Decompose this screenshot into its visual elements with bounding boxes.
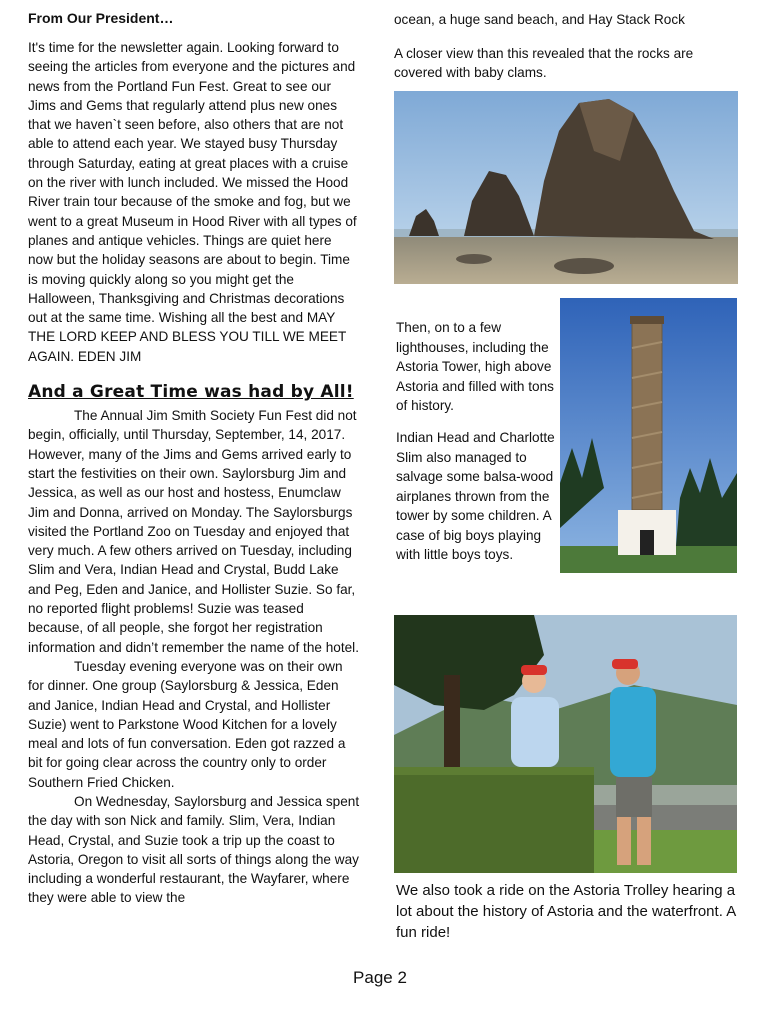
left-column (28, 10, 360, 908)
president-message: It's time for the newsletter again. Looking forward to seeing the articles from everyone and the pictures and news from the Portland Fun Fest. Great to see our Jims and Gems that regularly attend plus new ones that we haven`t seen before, also others that are not able to attend each year. We stayed busy Thursday through Saturday, eating at great places with a cruise on the river with lunch included. We missed the Hood River train tour because of the smoke and fog, but we went to a great Museum in Hood River with all types of planes and antique vehicles. Things are quiet here now but the holiday seasons are about to begin. Time is moving quickly along so you might get the Halloween, Thanksgiving and Christmas decorations out at the same time. Wishing all the best and MAY THE LORD KEEP AND BLESS YOU TILL WE MEET AGAIN. EDEN JIM (28, 40, 357, 364)
haystack-rock-photo (394, 91, 738, 284)
article-paragraph-2: Tuesday evening everyone was on their own for dinner. One group (Saylorsburg & Jessica, Eden and Janice, Indian Head and Crystal, and Hollister Suzie) went to Parkstone Wood Kitchen for a lovely meal and lots of fun conversation. Eden got razzed a bit for going clear across the country only to order Southern Fried Chicken. (28, 658, 346, 790)
continued-text: ocean, a huge sand beach, and Hay Stack Rock (394, 12, 685, 27)
clams-text: A closer view than this revealed that the rocks are covered with baby clams. (394, 45, 694, 80)
article-paragraph-3: On Wednesday, Saylorsburg and Jessica spent the day with son Nick and family. Slim, Vera, Indian Head, Crystal, and Suzie took a trip up the coast to Astoria, Oregon to visit all sorts of things along the way including a wonderful restaurant, the Wayfarer, where they were able to view the (28, 793, 360, 906)
article-paragraph-1: The Annual Jim Smith Society Fun Fest did not begin, officially, until Thursday, September, 14, 2017. However, many of the Jims and Gems arrived early to start the festivities on their own. Saylorsburg Jim and Jessica, as well as our host and hostess, Enumclaw Jim and Donna, arrived on Monday. The Saylorsburgs visited the Portland Zoo on Tuesday and enjoyed that very much. A few others arrived on Tuesday, including Slim and Vera, Indian Head and Crystal, Budd Lake and Peg, Eden and Janice, and Hollister Suzie. So far, no reported flight problems! Suzie was teased because, of all people, she forgot her registration information and didn’t remember the name of the hotel. (28, 408, 359, 655)
astoria-tower-photo (560, 298, 737, 573)
article-title: And a Great Time was had by All! (28, 382, 354, 403)
trolley-caption: We also took a ride on the Astoria Trolley hearing a lot about the history of Astoria and the waterfront. A fun ride! (396, 882, 736, 941)
astoria-overlook-photo (394, 615, 737, 873)
lighthouses-text: Then, on to a few lighthouses, including the Astoria Tower, high above Astoria and filled with tons of history. (396, 320, 554, 413)
right-column (394, 10, 740, 83)
airplanes-text: Indian Head and Charlotte Slim also managed to salvage some balsa-wood airplanes thrown from the tower by some children. A case of big boys playing with little boys toys. (396, 430, 555, 562)
president-heading: From Our President… (28, 10, 174, 26)
page-number: Page 2 (353, 968, 407, 987)
